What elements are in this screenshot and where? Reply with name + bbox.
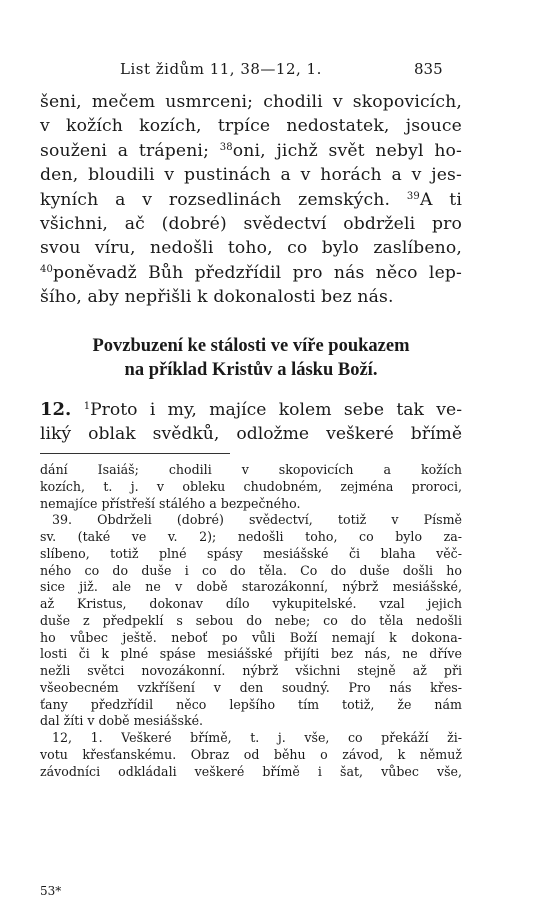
footnotes — [40, 462, 462, 780]
verse-number: 38 — [219, 141, 233, 153]
footnote-divider — [40, 453, 230, 454]
text-line: v kožích kozích, trpíce nedostatek, jsouce — [40, 116, 462, 137]
main-text — [40, 90, 462, 310]
note-line: nežli světci novozákonní. nýbrž všichni stejně až při — [40, 663, 462, 678]
note-line: duše z předpeklí s sebou do nebe; co do těla nedošli — [40, 612, 462, 628]
note-line: ťany předzřídil něco lepšího tím totiž, že nám — [40, 696, 462, 712]
chapter-start — [40, 398, 462, 447]
text-line: šeni, mečem usmrceni; chodili v skopovicích, — [40, 92, 462, 112]
note-line: votu křesťanskému. Obraz od běhu o závod, k němuž — [40, 746, 462, 762]
note-line: sice již. ale ne v době starozákonní, nýbrž mesiášské, — [40, 579, 462, 595]
running-title: List židům 11, 38—12, 1. — [120, 60, 322, 78]
text-line: liký oblak svědků, odložme veškeré břímě — [40, 424, 462, 445]
verse-number: 39 — [406, 190, 420, 202]
note-line: až Kristus, dokonav dílo vykupitelské. vzal jejich — [40, 596, 462, 611]
heading-line: Povzbuzení ke stálosti ve víře poukazem — [92, 336, 410, 356]
note-line: 39. Obdrželi (dobré) svědectví, totiž v Písmě — [52, 512, 462, 528]
chapter-number: 12. — [40, 399, 72, 420]
note-line: 12, 1. Veškeré břímě, t. j. vše, co překáží ži- — [52, 730, 462, 745]
note-line: nemajíce přístřeší stálého a bezpečného. — [40, 495, 301, 511]
printer-signature: 53* — [40, 884, 62, 898]
note-line: sv. (také ve v. 2); nedošli toho, co bylo za- — [40, 529, 462, 544]
text-line: kyních a v rozsedlinách zemských. $^{39}$A ti — [40, 189, 462, 210]
text-line: všichni, ač (dobré) svědectví obdrželi pro — [40, 214, 462, 235]
note-line: losti či k plné spáse mesiášské přijíti bez nás, ne dříve — [40, 646, 462, 662]
text-line: souženi a trápeni; $^{38}$oni, jichž svět nebyl ho- — [40, 140, 463, 161]
note-line: dal žíti v době mesiášské. — [40, 713, 204, 729]
text-line: svou víru, nedošli toho, co bylo zaslíbeno, — [40, 238, 462, 259]
heading-line: na příklad Kristův a lásku Boží. — [124, 360, 378, 380]
text-line: $^{40}$poněvadž Bůh předzřídil pro nás něco lep- — [40, 262, 462, 283]
text-line: 12. $^1$Proto i my, majíce kolem sebe tak ve- — [40, 399, 462, 420]
note-line: kozích, t. j. v obleku chudobném, zejména proroci, — [40, 478, 462, 494]
note-line: všeobecném vzkříšení v den soudný. Pro nás křes- — [40, 679, 462, 695]
verse-number: 1 — [83, 401, 91, 412]
text-line: den, bloudili v pustinách a v horách a v jes- — [40, 165, 462, 186]
section-heading — [40, 334, 462, 382]
verse-number: 40 — [40, 263, 54, 275]
note-line: ného co do duše i co do těla. Co do duše došli ho — [40, 562, 462, 578]
note-line: závodníci odkládali veškeré břímě i šat, vůbec vše, — [40, 763, 462, 779]
page-number: 835 — [414, 60, 443, 78]
note-line: dání Isaiáš; chodili v skopovicích a kožích — [40, 462, 462, 477]
note-line: slíbeno, totiž plné spásy mesiášské či blaha věč- — [40, 545, 462, 561]
note-line: ho vůbec ještě. neboť po vůli Boží nemají k dokona- — [40, 629, 462, 645]
text-line: šího, aby nepřišli k dokonalosti bez nás. — [40, 287, 394, 308]
